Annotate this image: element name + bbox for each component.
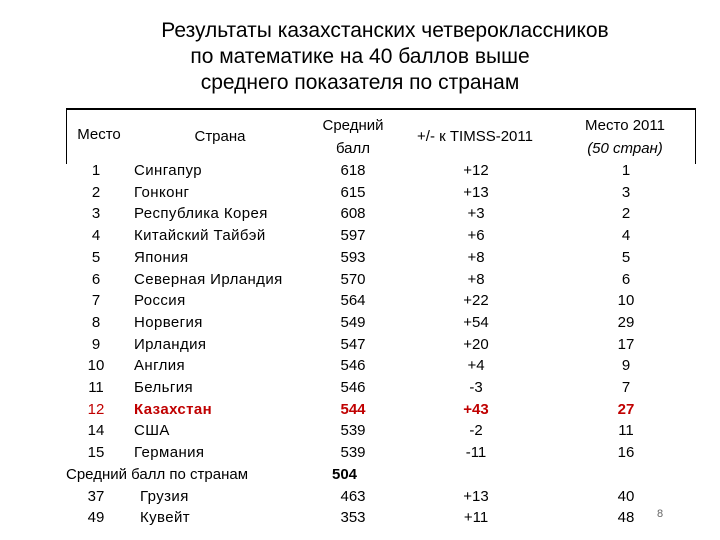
- header-divider-right: [695, 108, 696, 164]
- prev-rank-cell: 10: [617, 292, 635, 310]
- average-row: [66, 464, 696, 486]
- rank-cell: 7: [91, 292, 101, 310]
- country-cell: Англия: [134, 357, 186, 375]
- score-cell: 593: [340, 248, 366, 266]
- header-score-line2: балл: [335, 140, 371, 157]
- country-cell: Сингапур: [134, 162, 202, 179]
- rank-cell: 8: [91, 313, 101, 331]
- score-cell: 353: [340, 509, 366, 527]
- score-cell: 597: [340, 227, 366, 245]
- country-cell: Грузия: [140, 487, 189, 505]
- prev-rank-cell: 29: [617, 313, 635, 331]
- delta-cell: +4: [467, 357, 485, 375]
- delta-cell: +6: [467, 227, 485, 245]
- average-label: Средний балл по странам: [66, 465, 249, 483]
- country-cell: Гонконг: [134, 183, 190, 201]
- rank-cell: 4: [91, 227, 101, 245]
- table-row: [66, 269, 696, 291]
- rank-cell: 1: [91, 162, 101, 179]
- delta-cell: +22: [463, 292, 489, 310]
- delta-cell: +11: [463, 509, 489, 527]
- prev-rank-cell: 9: [621, 357, 631, 375]
- delta-cell: +8: [467, 270, 485, 288]
- prev-rank-cell: 16: [617, 444, 635, 462]
- table-row: [66, 290, 696, 312]
- score-cell: 615: [340, 183, 366, 201]
- delta-cell: +8: [467, 248, 485, 266]
- prev-rank-cell: 4: [621, 227, 631, 245]
- prev-rank-cell: 5: [621, 248, 631, 266]
- score-cell: 463: [340, 487, 366, 505]
- rank-cell: 15: [87, 444, 105, 462]
- score-cell: 570: [340, 270, 366, 288]
- rank-cell: 9: [91, 335, 101, 353]
- prev-rank-cell: 3: [621, 183, 631, 201]
- title-line-2: по математике на 40 баллов выше: [190, 45, 530, 68]
- score-cell: 546: [340, 357, 366, 375]
- country-cell: Россия: [134, 292, 186, 310]
- delta-cell: +12: [463, 162, 489, 179]
- rank-cell: 37: [87, 487, 105, 505]
- rank-cell: 10: [87, 357, 105, 375]
- delta-cell: +20: [463, 335, 489, 353]
- rank-cell: 12: [87, 400, 105, 418]
- prev-rank-cell: 2: [621, 205, 631, 223]
- score-cell: 618: [340, 162, 366, 179]
- score-cell: 608: [340, 205, 366, 223]
- table-row: [66, 334, 696, 356]
- country-cell: Бельгия: [134, 379, 194, 396]
- prev-rank-cell: 7: [621, 379, 631, 396]
- table-row: [66, 160, 696, 182]
- country-cell: Северная Ирландия: [134, 270, 283, 288]
- table-row: [66, 507, 696, 529]
- country-cell: Кувейт: [140, 509, 191, 527]
- table-row: [66, 203, 696, 225]
- prev-rank-cell: 27: [617, 400, 635, 418]
- rank-cell: 2: [91, 183, 101, 201]
- score-cell: 544: [340, 400, 366, 418]
- delta-cell: +13: [463, 183, 489, 201]
- header-prev-line1: Место 2011: [585, 117, 665, 134]
- prev-rank-cell: 6: [621, 270, 631, 288]
- page-number: 8: [657, 508, 664, 520]
- country-cell: Республика Корея: [134, 205, 268, 223]
- average-score: 504: [332, 465, 358, 483]
- table-row: [66, 312, 696, 334]
- delta-cell: -2: [469, 422, 483, 440]
- country-cell: Норвегия: [134, 313, 203, 331]
- prev-rank-cell: 40: [617, 487, 635, 505]
- score-cell: 547: [340, 335, 366, 353]
- country-cell: Ирландия: [134, 335, 207, 353]
- header-country: Страна: [194, 128, 246, 145]
- title-line-3: среднего показателя по странам: [200, 71, 520, 94]
- prev-rank-cell: 11: [618, 422, 634, 440]
- delta-cell: +43: [463, 400, 489, 418]
- table-row: [66, 182, 696, 204]
- delta-cell: +54: [463, 313, 489, 331]
- header-rank: Место: [77, 126, 121, 143]
- country-cell: Китайский Тайбэй: [134, 227, 266, 245]
- score-cell: 546: [340, 379, 366, 396]
- table-row: [66, 442, 696, 464]
- prev-rank-cell: 1: [621, 162, 631, 179]
- country-cell: США: [134, 422, 170, 440]
- rank-cell: 14: [87, 422, 105, 440]
- title-line-1: Результаты казахстанских четвероклассников: [161, 19, 609, 42]
- score-cell: 549: [340, 313, 366, 331]
- header-prev-line2: (50 стран): [587, 140, 663, 157]
- header-score-line1: Средний: [322, 117, 384, 134]
- table-row: [66, 486, 696, 508]
- table-row: [66, 377, 696, 399]
- delta-cell: -3: [469, 379, 483, 396]
- table-top-rule: [66, 108, 696, 110]
- table-row: [66, 355, 696, 377]
- delta-cell: +3: [467, 205, 485, 223]
- country-cell: Казахстан: [134, 400, 213, 418]
- table-row-highlighted: [66, 399, 696, 421]
- delta-cell: +13: [463, 487, 489, 505]
- slide-title: [0, 18, 720, 96]
- delta-cell: -11: [465, 444, 487, 462]
- table-row: [66, 420, 696, 442]
- score-cell: 539: [340, 444, 366, 462]
- rank-cell: 6: [91, 270, 101, 288]
- table-row: [66, 247, 696, 269]
- country-cell: Германия: [134, 444, 205, 462]
- rank-cell: 11: [88, 379, 104, 396]
- score-cell: 564: [340, 292, 366, 310]
- rank-cell: 49: [87, 509, 105, 527]
- rank-cell: 5: [91, 248, 101, 266]
- prev-rank-cell: 17: [617, 335, 635, 353]
- country-cell: Япония: [134, 248, 189, 266]
- header-delta: +/- к TIMSS-2011: [417, 128, 533, 145]
- rank-cell: 3: [91, 205, 101, 223]
- table-row: [66, 225, 696, 247]
- prev-rank-cell: 48: [617, 509, 635, 527]
- score-cell: 539: [340, 422, 366, 440]
